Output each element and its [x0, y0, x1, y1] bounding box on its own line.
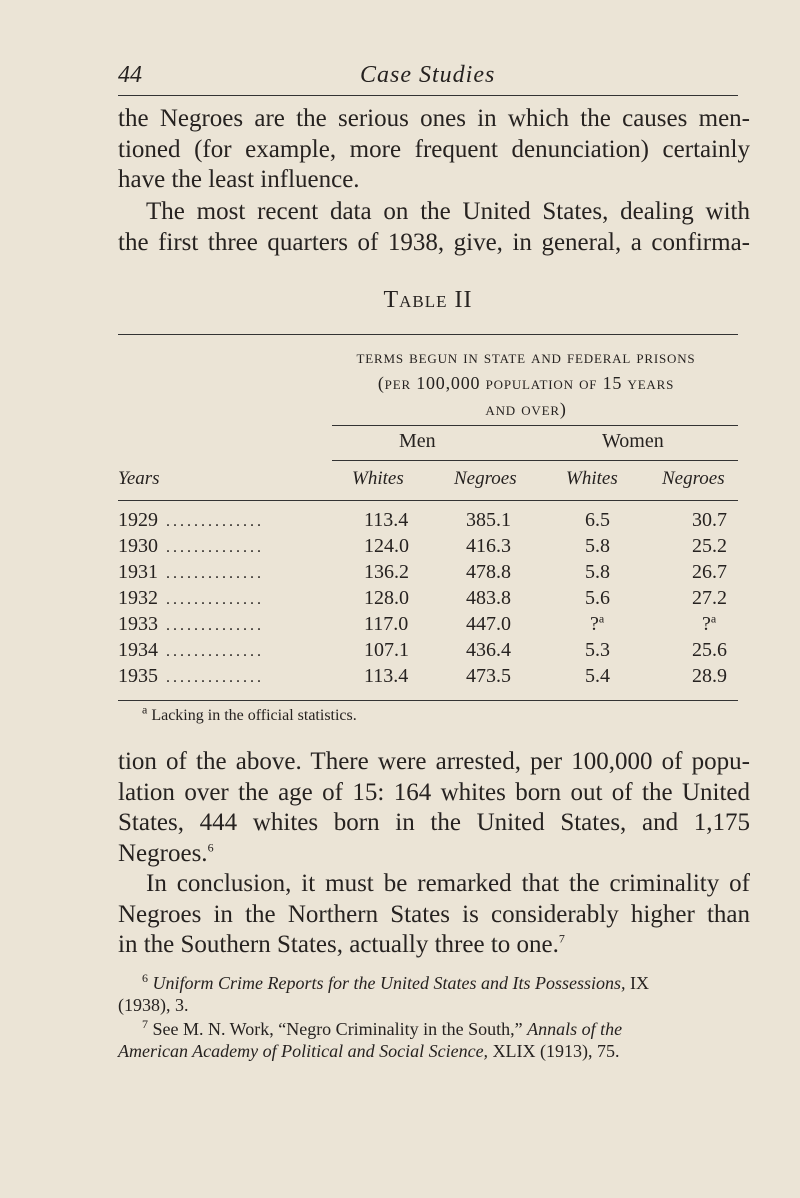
footnote-7-text: See M. N. Work, “Negro Criminality in the South,”	[152, 1019, 523, 1039]
cell-year: 1931	[118, 561, 158, 583]
text-line: have the least influence.	[118, 166, 360, 193]
text-line: tioned (for example, more frequent denunciation) certainly	[118, 135, 750, 163]
table-row	[118, 535, 752, 561]
cell-men-negroes: 478.8	[466, 561, 511, 583]
cell-women-negroes: 30.7	[692, 509, 727, 531]
leader-dots: ..............	[166, 591, 264, 608]
footnote-marker	[118, 973, 148, 993]
group-men: Men	[399, 430, 436, 452]
text-line: Negroes in the Northern States is considerably higher than	[118, 900, 750, 928]
cell-men-whites: 113.4	[364, 665, 409, 687]
text-line: lation over the age of 15: 164 whites born out of the United	[118, 778, 750, 806]
footnote-7-journal: Annals of the	[527, 1019, 623, 1039]
table-heading-line: (per 100,000 population of 15 years	[377, 373, 675, 393]
cell-men-whites: 107.1	[364, 639, 409, 661]
text-line	[118, 839, 750, 870]
cell-year: 1932	[118, 587, 158, 609]
text-line: The most recent data on the United States, dealing with	[146, 198, 750, 225]
table-row	[118, 613, 752, 639]
footnote-ref: 7	[558, 931, 565, 946]
table-row	[118, 509, 752, 535]
cell-men-negroes: 416.3	[466, 535, 511, 557]
cell-women-whites: 5.8	[585, 561, 610, 583]
footnote-7-journal-cont: American Academy of Political and Social Science,	[118, 1041, 489, 1061]
cell-year: 1929	[118, 509, 158, 531]
table-heading	[316, 344, 736, 422]
cell-men-whites: 113.4	[364, 509, 409, 531]
table-heading-line: terms begun in state and federal prisons	[356, 347, 696, 367]
cell-women-whites: 5.4	[585, 665, 610, 687]
paragraph-2	[118, 197, 750, 258]
cell-men-negroes: 473.5	[466, 665, 511, 687]
heading-rule	[332, 425, 738, 426]
footnote-6	[118, 972, 752, 1016]
footnote-ref: 6	[207, 840, 214, 855]
col-men-whites: Whites	[352, 468, 404, 489]
text-line: In conclusion, it must be remarked that the criminality of	[146, 870, 750, 897]
cell-men-negroes: 447.0	[466, 613, 511, 635]
note-marker: a	[710, 611, 717, 626]
paragraph-1	[118, 104, 750, 196]
page-number: 44	[118, 62, 142, 88]
cell-men-negroes: 436.4	[466, 639, 511, 661]
leader-dots: ..............	[166, 669, 264, 686]
cell-year: 1934	[118, 639, 158, 661]
footnote-num: 7	[142, 1017, 148, 1031]
note-marker: a	[598, 611, 605, 626]
leader-dots: ..............	[166, 539, 264, 556]
cell-year: 1930	[118, 535, 158, 557]
cell-women-negroes: 28.9	[692, 665, 727, 687]
running-title: Case Studies	[360, 62, 496, 88]
running-head	[118, 62, 738, 94]
cell-women-negroes: 27.2	[692, 587, 727, 609]
cell-men-whites: 136.2	[364, 561, 409, 583]
table-row	[118, 561, 752, 587]
footnote-6-source: Uniform Crime Reports for the United States and Its Possessions,	[152, 973, 626, 993]
cell-year: 1935	[118, 665, 158, 687]
cell-women-negroes	[702, 613, 716, 636]
lacking-mark: ?	[702, 613, 711, 635]
footnote-num: 6	[142, 971, 148, 985]
text-line: States, 444 whites born in the United States, and 1,175	[118, 809, 750, 836]
cell-men-whites: 117.0	[364, 613, 409, 635]
leader-dots: ..............	[166, 513, 264, 530]
cell-men-negroes: 483.8	[466, 587, 511, 609]
column-head-rule	[118, 500, 738, 501]
table-row	[118, 665, 752, 691]
text-span: in the Southern States, actually three to one.	[118, 931, 559, 958]
col-years: Years	[118, 468, 160, 489]
footnote-7	[118, 1018, 752, 1062]
cell-men-whites: 128.0	[364, 587, 409, 609]
cell-men-negroes: 385.1	[466, 509, 511, 531]
group-rule	[332, 460, 738, 461]
group-women: Women	[602, 430, 664, 452]
cell-men-whites: 124.0	[364, 535, 409, 557]
cell-women-negroes: 26.7	[692, 561, 727, 583]
text-line: the first three quarters of 1938, give, in general, a confirma-	[118, 228, 750, 256]
footnote-marker	[118, 1019, 148, 1039]
paragraph-3	[118, 747, 750, 869]
table-note	[142, 702, 357, 725]
col-men-negroes: Negroes	[454, 468, 517, 489]
cell-women-whites: 6.5	[585, 509, 610, 531]
cell-women-whites: 5.3	[585, 639, 610, 661]
lacking-mark: ?	[590, 613, 599, 635]
table-row	[118, 587, 752, 613]
table-title: Table II	[383, 287, 473, 313]
paragraph-4	[118, 869, 750, 961]
text-line: the Negroes are the serious ones in which the causes men-	[118, 105, 750, 132]
col-women-whites: Whites	[566, 468, 618, 489]
cell-women-negroes: 25.6	[692, 639, 727, 661]
note-text: Lacking in the official statistics.	[151, 707, 357, 724]
text-line: tion of the above. There were arrested, per 100,000 of popu-	[118, 748, 750, 775]
text-line	[118, 930, 750, 961]
footnote-7-volume: XLIX (1913), 75.	[492, 1041, 620, 1061]
leader-dots: ..............	[166, 643, 264, 660]
leader-dots: ..............	[166, 617, 264, 634]
footnote-6-volume: IX	[630, 973, 649, 993]
note-marker: a	[142, 702, 148, 717]
header-rule	[118, 95, 738, 96]
cell-women-whites	[590, 613, 604, 636]
table-heading-line: and over)	[485, 399, 567, 419]
leader-dots: ..............	[166, 565, 264, 582]
cell-women-negroes: 25.2	[692, 535, 727, 557]
cell-women-whites: 5.6	[585, 587, 610, 609]
table-row	[118, 639, 752, 665]
cell-women-whites: 5.8	[585, 535, 610, 557]
cell-year: 1933	[118, 613, 158, 635]
footnote-6-line2: (1938), 3.	[118, 995, 189, 1015]
text-span: Negroes.	[118, 839, 208, 867]
book-page	[118, 0, 752, 1198]
table-bottom-rule	[118, 700, 738, 701]
table-top-rule	[118, 334, 738, 335]
col-women-negroes: Negroes	[662, 468, 725, 489]
